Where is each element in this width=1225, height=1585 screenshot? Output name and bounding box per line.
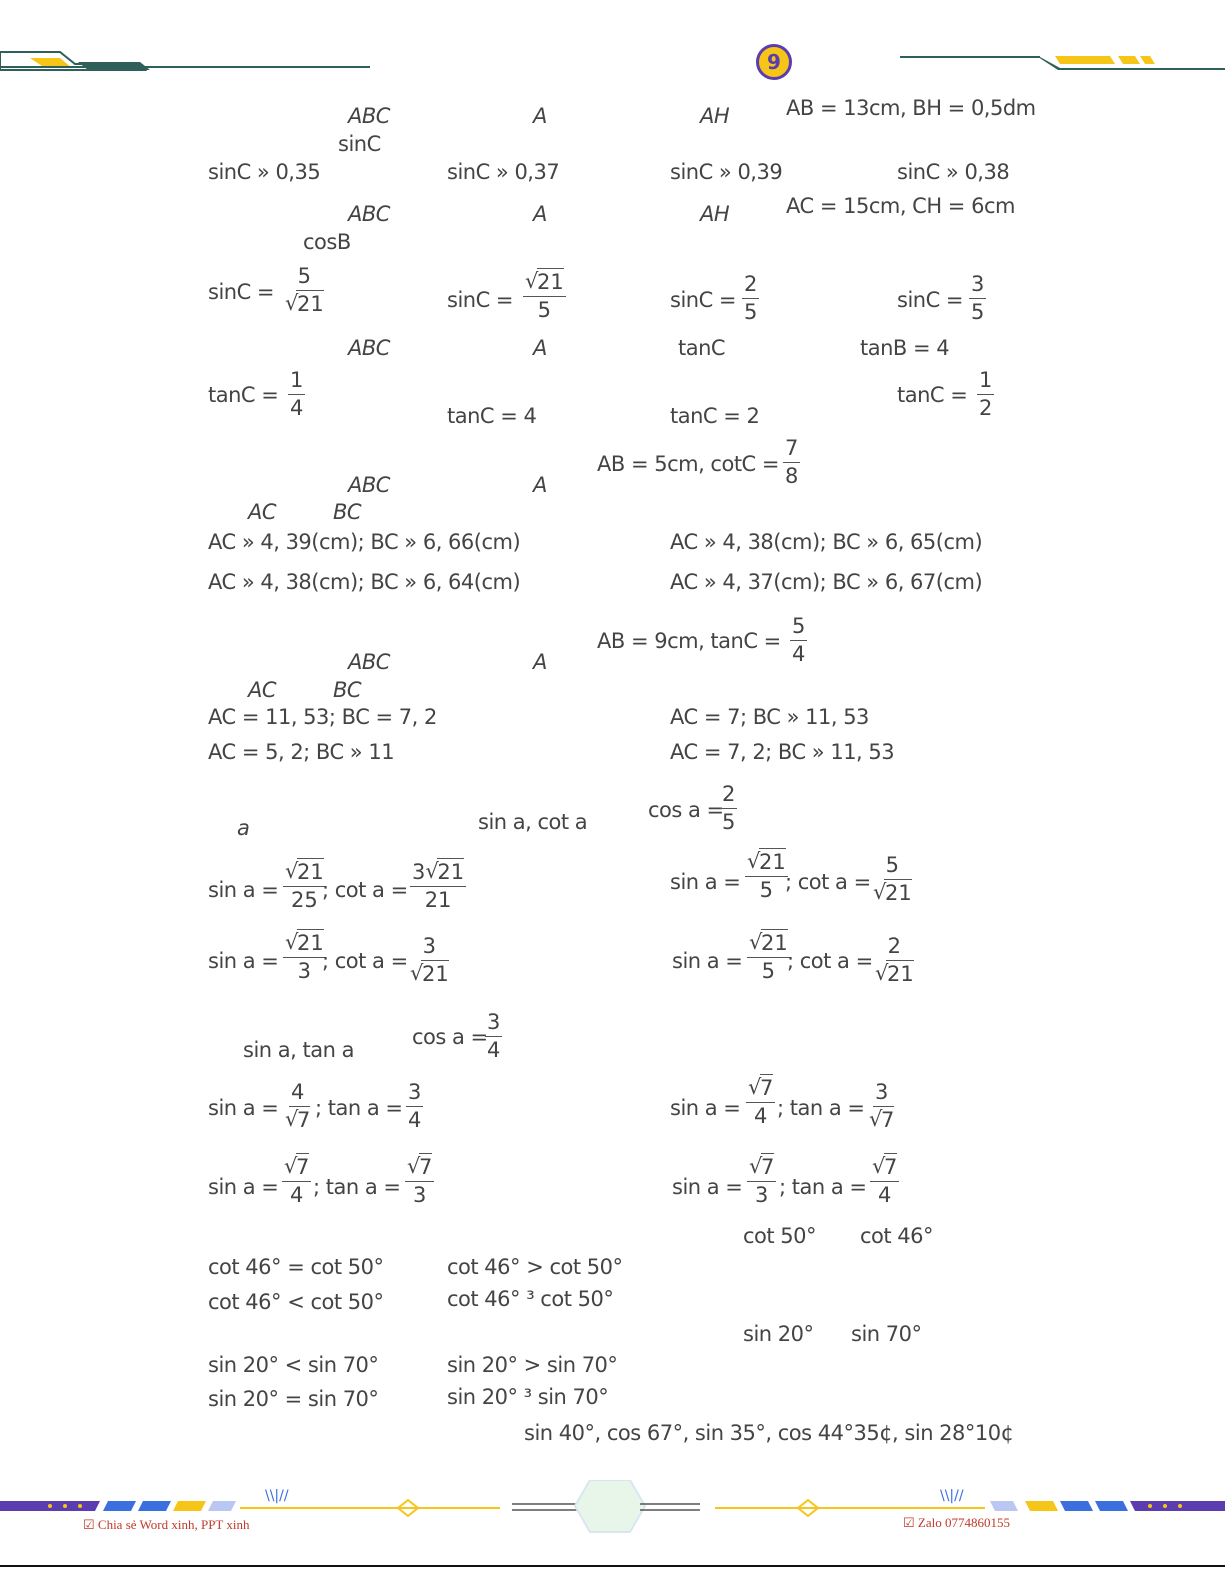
q7-ask: sin a, tan a [243, 1038, 354, 1062]
q2-option-b-lhs: sinC = [447, 288, 514, 312]
q2-vertex: A [533, 202, 547, 226]
q6-option-c-sin-lhs: sin a = [208, 949, 279, 973]
q7-option-c-tan-fraction: √ $\frac{7}{3}$ [405, 1157, 434, 1206]
q2-given: AC = 15cm, CH = 6cm [786, 194, 1015, 218]
q5-option-d[interactable]: AC = 7, 2; BC » 11, 53 [670, 740, 895, 764]
q2-option-d-lhs: sinC = [897, 288, 964, 312]
q6-option-a-cot-lhs: ; cot a = [322, 878, 408, 902]
q4-triangle: ABC [348, 473, 390, 497]
q9-option-a[interactable]: sin 20° < sin 70° [208, 1353, 379, 1377]
q1-altitude: AH [700, 104, 730, 128]
q8-value-b: cot 46° [860, 1224, 934, 1248]
q7-option-b-tan-fraction: 3 √ 7 [869, 1082, 894, 1131]
q6-option-a-sin-fraction: √ $\frac{21}{25}$ [283, 862, 326, 911]
q8-option-c[interactable]: cot 46° < cot 50° [208, 1290, 384, 1314]
q6-option-c-cot-fraction: 3 √ 21 [410, 936, 449, 985]
q5-option-a[interactable]: AC = 11, 53; BC = 7, 2 [208, 705, 437, 729]
q1-ask: sinC [338, 132, 381, 156]
q4-option-c[interactable]: AC » 4, 38(cm); BC » 6, 64(cm) [208, 570, 521, 594]
q4-option-d[interactable]: AC » 4, 37(cm); BC » 6, 67(cm) [670, 570, 983, 594]
q1-option-a[interactable]: sinC » 0,35 [208, 160, 321, 184]
bottom-rule [0, 1565, 1225, 1567]
svg-text:\\|//: \\|// [940, 1488, 964, 1504]
q9-option-c[interactable]: sin 20° = sin 70° [208, 1387, 379, 1411]
q4-vertex: A [533, 473, 547, 497]
q4-ask-ac: AC [248, 500, 277, 524]
q7-given-fraction: $\frac{3}{4}$ [487, 1010, 501, 1062]
q3-triangle: ABC [348, 336, 390, 360]
q8-option-a[interactable]: cot 46° = cot 50° [208, 1255, 384, 1279]
q2-altitude: AH [700, 202, 730, 226]
q7-option-b-sin-fraction: √ $\frac{7}{4}$ [746, 1078, 775, 1127]
q7-option-a-sin-fraction: 4 √ 7 [285, 1082, 310, 1131]
q7-option-d-tan-fraction: √ $\frac{7}{4}$ [870, 1157, 899, 1206]
q7-option-d-sin-lhs: sin a = [672, 1175, 743, 1199]
q7-option-c-sin-lhs: sin a = [208, 1175, 279, 1199]
q2-option-b-fraction: √ $\frac{21}{5}$ [523, 272, 566, 321]
q6-option-c-cot-lhs: ; cot a = [322, 949, 408, 973]
q5-given-fraction: $\frac{5}{4}$ [792, 614, 806, 666]
q6-option-d-sin-fraction: √ $\frac{21}{5}$ [747, 933, 790, 982]
q2-option-d-fraction: $\frac{3}{5}$ [971, 272, 985, 324]
q9-option-b[interactable]: sin 20° > sin 70° [447, 1353, 618, 1377]
q4-ask-bc: BC [333, 500, 362, 524]
q1-option-d[interactable]: sinC » 0,38 [897, 160, 1010, 184]
q6-given: cos a = [648, 798, 724, 822]
svg-text:\\|//: \\|// [265, 1488, 289, 1504]
q6-alpha: a [237, 816, 250, 840]
q3-option-d-lhs: tanC = [897, 383, 968, 407]
q7-option-b-sin-lhs: sin a = [670, 1096, 741, 1120]
q7-option-d-sin-fraction: √ $\frac{7}{3}$ [747, 1157, 776, 1206]
q1-option-b[interactable]: sinC » 0,37 [447, 160, 560, 184]
q5-ask-ac: AC [248, 678, 277, 702]
q2-ask: cosB [303, 230, 351, 254]
q1-vertex: A [533, 104, 547, 128]
header-decoration [0, 40, 1225, 80]
q6-option-d-sin-lhs: sin a = [672, 949, 743, 973]
q7-option-a-tan-fraction: $\frac{3}{4}$ [408, 1080, 422, 1132]
q8-option-b[interactable]: cot 46° > cot 50° [447, 1255, 623, 1279]
q6-given-fraction: $\frac{2}{5}$ [722, 782, 736, 834]
q1-given: AB = 13cm, BH = 0,5dm [786, 96, 1036, 120]
q3-vertex: A [533, 336, 547, 360]
q9-value-b: sin 70° [851, 1322, 922, 1346]
q2-option-a-fraction: 5 √ 21 [285, 266, 324, 315]
q8-option-d[interactable]: cot 46° ³ cot 50° [447, 1287, 614, 1311]
q8-value-a: cot 50° [743, 1224, 817, 1248]
q4-given-fraction: $\frac{7}{8}$ [785, 436, 799, 488]
q5-vertex: A [533, 650, 547, 674]
q3-option-a-fraction: $\frac{1}{4}$ [290, 368, 304, 420]
q6-option-a-sin-lhs: sin a = [208, 878, 279, 902]
q6-option-b-cot-lhs: ; cot a = [785, 870, 871, 894]
q4-given: AB = 5cm, cotC = [597, 452, 779, 476]
q2-option-c-fraction: $\frac{2}{5}$ [744, 272, 758, 324]
q3-option-b[interactable]: tanC = 4 [447, 404, 537, 428]
q3-option-a-lhs: tanC = [208, 383, 279, 407]
q1-triangle: ABC [348, 104, 390, 128]
q6-ask: sin a, cot a [478, 810, 588, 834]
q1-option-c[interactable]: sinC » 0,39 [670, 160, 783, 184]
q10-list: sin 40°, cos 67°, sin 35°, cos 44°35¢, sin 28°10¢ [524, 1421, 1014, 1445]
q7-option-a-sin-lhs: sin a = [208, 1096, 279, 1120]
q9-option-d[interactable]: sin 20° ³ sin 70° [447, 1385, 609, 1409]
q7-option-c-sin-fraction: √ $\frac{7}{4}$ [282, 1157, 311, 1206]
q6-option-a-cot-fraction: $\frac{3√ 21}{21}$ [410, 862, 466, 911]
q3-option-d-fraction: $\frac{1}{2}$ [979, 368, 993, 420]
q5-option-b[interactable]: AC = 7; BC » 11, 53 [670, 705, 869, 729]
q5-ask-bc: BC [333, 678, 362, 702]
q6-option-d-cot-fraction: 2 √ 21 [875, 936, 914, 985]
q2-option-a-lhs: sinC = [208, 280, 275, 304]
q5-triangle: ABC [348, 650, 390, 674]
q2-option-c-lhs: sinC = [670, 288, 737, 312]
q7-option-b-tan-lhs: ; tan a = [777, 1096, 865, 1120]
q6-option-b-sin-lhs: sin a = [670, 870, 741, 894]
q9-value-a: sin 20° [743, 1322, 814, 1346]
q6-option-b-sin-fraction: √ $\frac{21}{5}$ [745, 852, 788, 901]
q3-ask: tanC [678, 336, 726, 360]
q3-given: tanB = 4 [860, 336, 950, 360]
q4-option-b[interactable]: AC » 4, 38(cm); BC » 6, 65(cm) [670, 530, 983, 554]
q5-option-c[interactable]: AC = 5, 2; BC » 11 [208, 740, 395, 764]
q6-option-d-cot-lhs: ; cot a = [787, 949, 873, 973]
q7-option-d-tan-lhs: ; tan a = [779, 1175, 867, 1199]
q7-given: cos a = [412, 1025, 488, 1049]
footer-right-contact[interactable]: ☑ Zalo 0774860155 [903, 1515, 1010, 1530]
q6-option-c-sin-fraction: √ $\frac{21}{3}$ [283, 933, 326, 982]
footer-left-link[interactable]: ☑ Chia sẻ Word xinh, PPT xinh [83, 1517, 250, 1532]
page-number-badge: 9 [756, 44, 792, 80]
q7-option-c-tan-lhs: ; tan a = [313, 1175, 401, 1199]
q3-option-c[interactable]: tanC = 2 [670, 404, 760, 428]
q5-given: AB = 9cm, tanC = [597, 629, 781, 653]
q4-option-a[interactable]: AC » 4, 39(cm); BC » 6, 66(cm) [208, 530, 521, 554]
q2-triangle: ABC [348, 202, 390, 226]
q6-option-b-cot-fraction: 5 √ 21 [873, 855, 912, 904]
q7-option-a-tan-lhs: ; tan a = [315, 1096, 403, 1120]
